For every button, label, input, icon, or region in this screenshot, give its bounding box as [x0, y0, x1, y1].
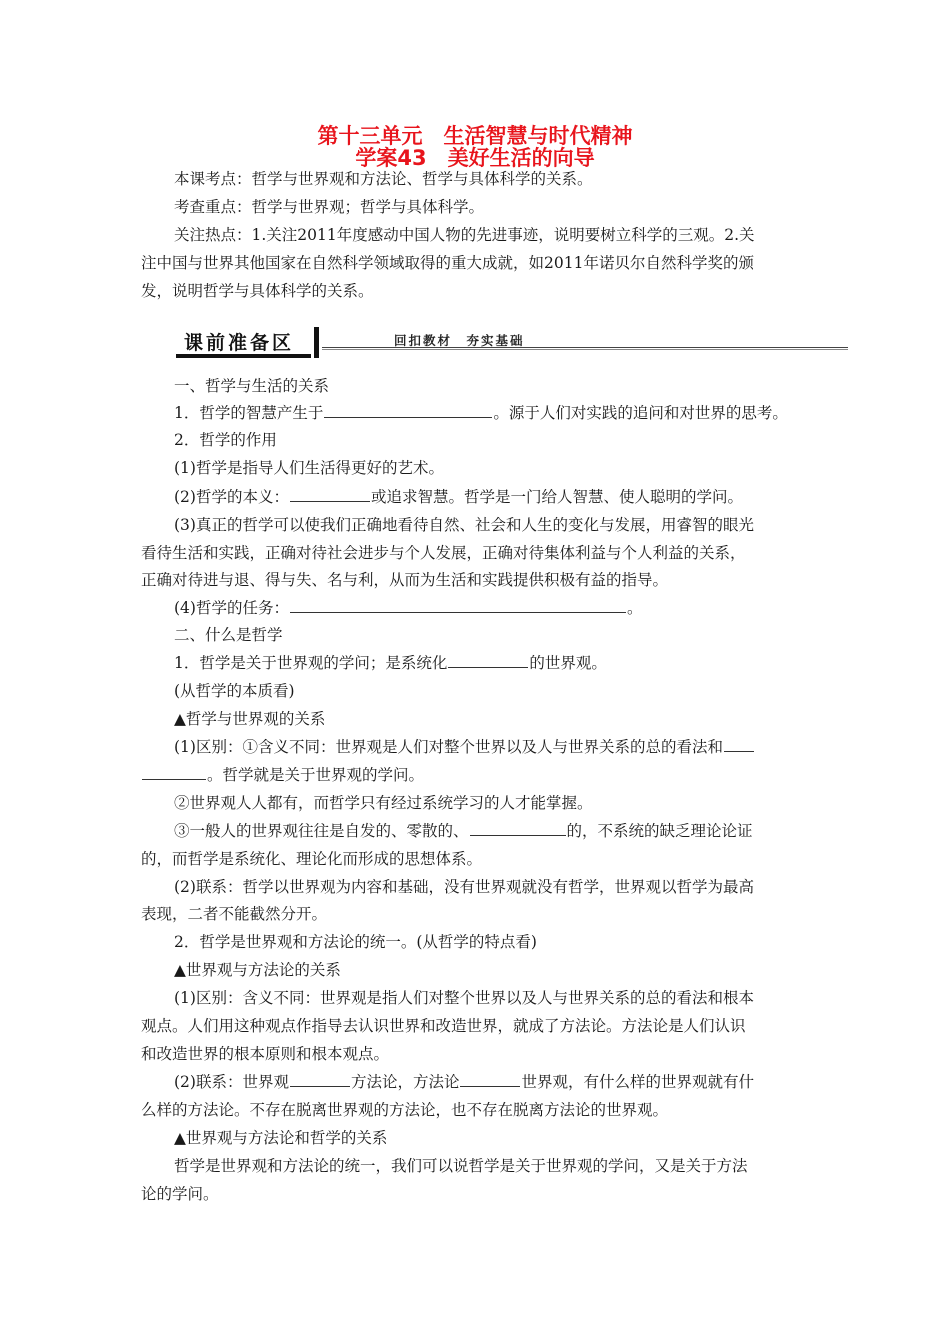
text: 或追求智慧。哲学是一门给人智慧、使人聪明的学问。 [370, 488, 743, 506]
lesson-title: 学案43 美好生活的向导 [355, 146, 595, 170]
fill-blank [470, 819, 566, 836]
fill-blank [324, 401, 492, 418]
section-divider [314, 327, 319, 358]
paragraph: (1)哲学是指导人们生活得更好的艺术。 [174, 459, 444, 477]
paragraph: 表现，二者不能截然分开。 [141, 905, 328, 923]
section-title: 课前准备区 [184, 332, 295, 354]
fill-blank [290, 596, 626, 613]
text: 的世界观。 [529, 654, 607, 672]
intro-redian-3: 发，说明哲学与具体科学的关系。 [141, 282, 374, 300]
paragraph: (1)区别：含义不同：世界观是指人们对整个世界以及人与世界关系的总的看法和根本 [174, 989, 754, 1007]
paragraph: ▲世界观与方法论的关系 [174, 961, 341, 979]
text: (2)联系：世界观 [174, 1073, 289, 1091]
fill-blank [142, 763, 206, 780]
paragraph: 2．哲学是世界观和方法论的统一。(从哲学的特点看) [174, 933, 537, 951]
text: 1．哲学是关于世界观的学问；是系统化 [174, 654, 448, 672]
paragraph [174, 400, 788, 426]
paragraph: ②世界观人人都有，而哲学只有经过系统学习的人才能掌握。 [174, 794, 593, 812]
paragraph [174, 484, 743, 510]
paragraph: 2．哲学的作用 [174, 431, 277, 449]
intro-redian-2: 注中国与世界其他国家在自然科学领域取得的重大成就，如2011年诺贝尔自然科学奖的颁 [141, 254, 754, 272]
section-rule-2 [322, 349, 848, 350]
paragraph [174, 734, 755, 760]
text: 。 [626, 599, 643, 617]
fill-blank [290, 1070, 350, 1087]
paragraph: 正确对待进与退、得与失、名与利，从而为生活和实践提供积极有益的指导。 [141, 571, 669, 589]
paragraph: (从哲学的本质看) [174, 682, 295, 700]
intro-kaodian: 本课考点：哲学与世界观和方法论、哲学与具体科学的关系。 [174, 170, 593, 188]
paragraph [174, 818, 753, 844]
text: 。哲学就是关于世界观的学问。 [207, 766, 425, 784]
paragraph: 看待生活和实践，正确对待社会进步与个人发展，正确对待集体利益与个人利益的关系， [141, 544, 746, 562]
paragraph [174, 595, 642, 621]
heading-2: 二、什么是哲学 [174, 626, 283, 644]
text: 1．哲学的智慧产生于 [174, 404, 324, 422]
intro-redian-1: 关注热点：1.关注2011年度感动中国人物的先进事迹，说明要树立科学的三观。2.关 [174, 226, 755, 244]
paragraph [174, 650, 607, 676]
fill-blank [460, 1070, 520, 1087]
paragraph: ▲世界观与方法论和哲学的关系 [174, 1129, 388, 1147]
heading-1: 一、哲学与生活的关系 [174, 377, 330, 395]
paragraph [141, 762, 424, 788]
section-underline [176, 354, 311, 358]
unit-title: 第十三单元 生活智慧与时代精神 [317, 124, 633, 148]
fill-blank [448, 651, 528, 668]
text: 世界观，有什么样的世界观就有什 [521, 1073, 754, 1091]
text: 的，不系统的缺乏理论论证 [566, 822, 753, 840]
paragraph: (2)联系：哲学以世界观为内容和基础，没有世界观就没有哲学，世界观以哲学为最高 [174, 878, 754, 896]
intro-zhongdian: 考查重点：哲学与世界观；哲学与具体科学。 [174, 198, 485, 216]
paragraph: 的，而哲学是系统化、理论化而形成的思想体系。 [141, 850, 483, 868]
paragraph: 论的学问。 [141, 1185, 219, 1203]
fill-blank [724, 735, 754, 752]
text: 。源于人们对实践的追问和对世界的思考。 [493, 404, 788, 422]
section-subtitle: 回扣教材 夯实基础 [394, 333, 525, 348]
text: (4)哲学的任务： [174, 599, 289, 617]
paragraph: 么样的方法论。不存在脱离世界观的方法论，也不存在脱离方法论的世界观。 [141, 1101, 669, 1119]
paragraph: ▲哲学与世界观的关系 [174, 710, 326, 728]
text: (2)哲学的本义： [174, 488, 289, 506]
section-header [176, 323, 848, 359]
paragraph: 哲学是世界观和方法论的统一，我们可以说哲学是关于世界观的学问，又是关于方法 [174, 1157, 748, 1175]
text: (1)区别：①含义不同：世界观是人们对整个世界以及人与世界关系的总的看法和 [174, 738, 723, 756]
paragraph: 观点。人们用这种观点作指导去认识世界和改造世界，就成了方法论。方法论是人们认识 [141, 1017, 746, 1035]
paragraph [174, 1069, 754, 1095]
fill-blank [290, 485, 370, 502]
text: ③一般人的世界观往往是自发的、零散的、 [174, 822, 469, 840]
paragraph: 和改造世界的根本原则和根本观点。 [141, 1045, 390, 1063]
paragraph: (3)真正的哲学可以使我们正确地看待自然、社会和人生的变化与发展，用睿智的眼光 [174, 516, 754, 534]
text: 方法论，方法论 [350, 1073, 460, 1091]
